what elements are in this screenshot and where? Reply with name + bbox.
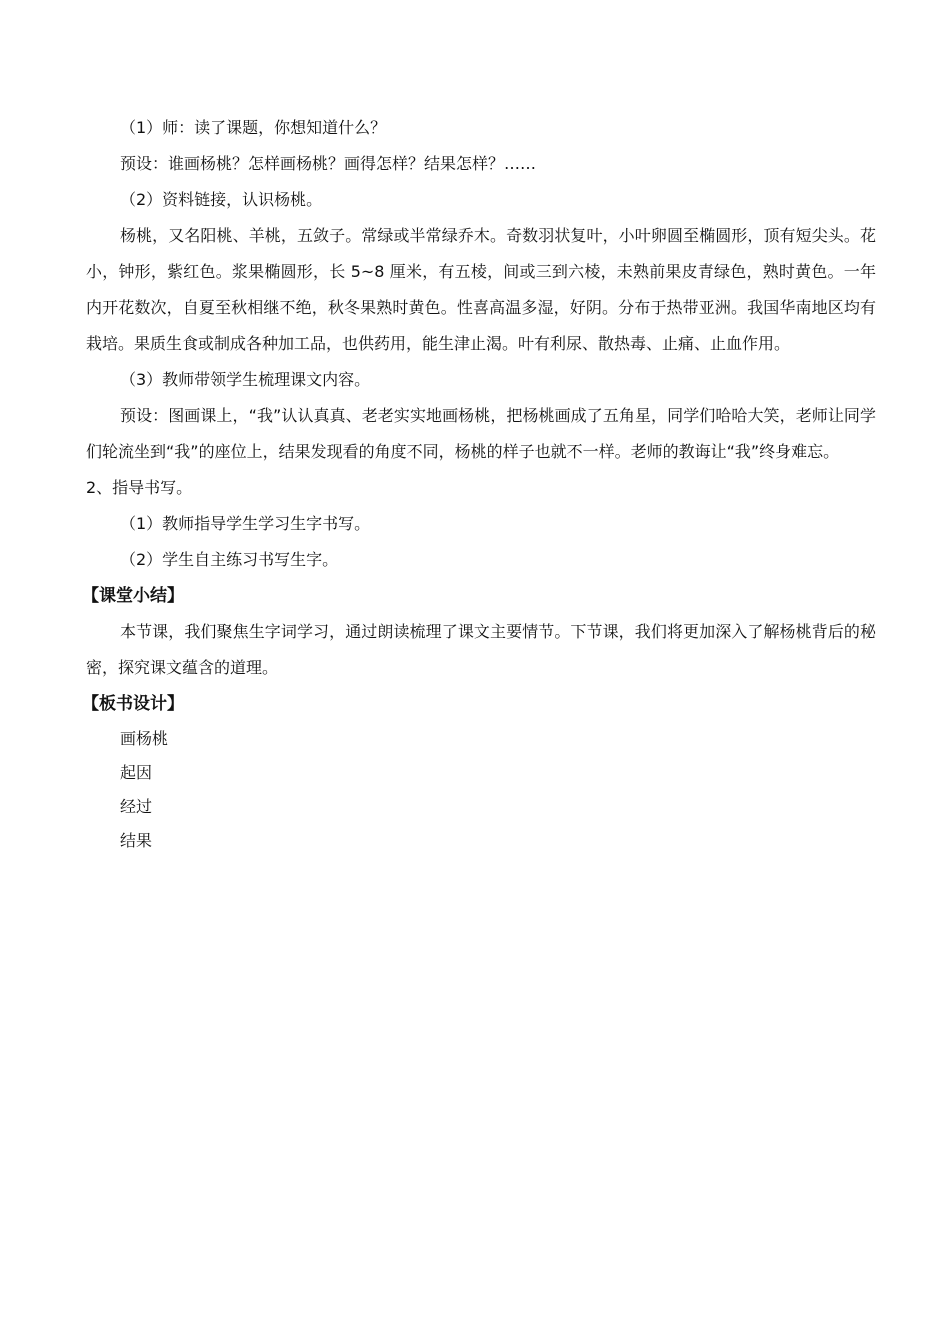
carambola-description: 杨桃，又名阳桃、羊桃，五敛子。常绿或半常绿乔木。奇数羽状复叶，小叶卵圆至椭圆形，顶有短尖头。花小，钟形，紫红色。浆果椭圆形，长 5~8 厘米，有五棱，间或三到六棱，未熟前果皮青绿色，熟时黄色。一年内开花数次，自夏至秋相继不绝，秋冬果熟时黄色。性喜高温多湿，好阴。分布于热带亚洲。我国华南地区均有栽培。果质生食或制成各种加工品，也供药用，能生津止渴。叶有利尿、散热毒、止痛、止血作用。	[86, 226, 876, 353]
teacher-guide-item: （3）教师带领学生梳理课文内容。	[120, 370, 371, 389]
board-design	[86, 722, 876, 858]
summary-text: 本节课，我们聚焦生字词学习，通过朗读梳理了课文主要情节。下节课，我们将更加深入了解杨桃背后的秘密，探究课文蕴含的道理。	[86, 622, 876, 677]
document-page	[82, 110, 876, 858]
writing-guide-title: 2、指导书写。	[86, 478, 193, 497]
summary-heading: 【课堂小结】	[82, 586, 184, 606]
preset-answer-2: 预设：图画课上，“我”认认真真、老老实实地画杨桃，把杨桃画成了五角星，同学们哈哈大笑，老师让同学们轮流坐到“我”的座位上，结果发现看的角度不同，杨桃的样子也就不一样。老师的教诲让“我”终身难忘。	[86, 406, 876, 461]
question-item-1: （1）师：读了课题，你想知道什么？	[120, 118, 387, 137]
preset-answer-1: 预设：谁画杨桃？怎样画杨桃？画得怎样？结果怎样？……	[120, 154, 537, 173]
writing-guide-item-1: （1）教师指导学生学习生字书写。	[120, 514, 371, 533]
board-design-heading: 【板书设计】	[82, 694, 184, 714]
resource-link-item: （2）资料链接，认识杨桃。	[120, 190, 323, 209]
board-line-cause: 起因	[120, 763, 153, 782]
board-line-title: 画杨桃	[120, 729, 169, 748]
writing-guide-item-2: （2）学生自主练习书写生字。	[120, 550, 339, 569]
board-line-result: 结果	[120, 831, 153, 850]
board-line-process: 经过	[120, 797, 153, 816]
